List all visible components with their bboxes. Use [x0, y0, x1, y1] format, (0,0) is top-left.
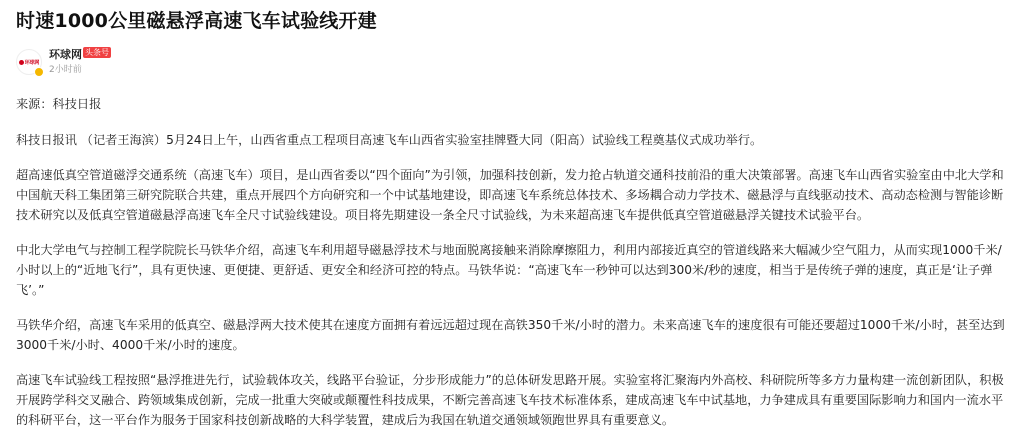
- article-title: 时速1000公里磁悬浮高速飞车试验线开建: [16, 10, 377, 32]
- paragraph-5: 高速飞车试验线工程按照“悬浮推进先行，试验载体攻关，线路平台验证，分步形成能力”的总体研发思路开展。实验室将汇聚海内外高校、科研院所等多方力量构建一流创新团队，积极开展跨学科交叉融合、跨领域集成创新，完成一批重大突破或颠覆性科技成果，不断完善高速飞车技术标准体系，建成高速飞车中试基地，力争建成具有重要国际影响力和国内一流水平的科研平台，这一平台作为服务于国家科技创新战略的大科学装置，建成后为我国在轨道交通领域领跑世界具有重要意义。: [16, 373, 1004, 427]
- verified-icon: [34, 67, 44, 77]
- author-badge: 头条号: [85, 48, 109, 57]
- globe-icon: [19, 60, 24, 65]
- author-name[interactable]: 环球网: [49, 48, 82, 61]
- article-body: [16, 94, 1012, 445]
- paragraph-3: 中北大学电气与控制工程学院院长马铁华介绍，高速飞车利用超导磁悬浮技术与地面脱离接触来消除摩擦阻力，利用内部接近真空的管道线路来大幅减少空气阻力，从而实现1000千米/小时以上的“近地飞行”，具有更快速、更便捷、更舒适、更安全和经济可控的特点。马铁华说：“高速飞车一秒钟可以达到300米/秒的速度，相当于是传统子弹的速度，真正是‘让子弹飞’。”: [16, 243, 1002, 297]
- paragraph-2: 超高速低真空管道磁浮交通系统（高速飞车）项目，是山西省委以“四个面向”为引领，加强科技创新，发力抢占轨道交通科技前沿的重大决策部署。高速飞车山西省实验室由中北大学和中国航天科工集团第三研究院联合共建，重点开展四个方向研究和一个中试基地建设，即高速飞车系统总体技术、多场耦合动力学技术、磁悬浮与直线驱动技术、高动态检测与智能诊断技术研究以及低真空管道磁悬浮高速飞车全尺寸试验线建设。项目将先期建设一条全尺寸试验线，为未来超高速飞车提供低真空管道磁悬浮关键技术试验平台。: [16, 168, 1004, 222]
- paragraph-4: 马铁华介绍，高速飞车采用的低真空、磁悬浮两大技术使其在速度方面拥有着远远超过现在高铁350千米/小时的潜力。未来高速飞车的速度很有可能还要超过1000千米/小时，甚至达到3000千米/小时、4000千米/小时的速度。: [16, 318, 1005, 352]
- avatar-logo: [19, 59, 39, 66]
- paragraph-1: 科技日报讯 （记者王海滨）5月24日上午，山西省重点工程项目高速飞车山西省实验室挂牌暨大同（阳高）试验线工程奠基仪式成功举行。: [16, 133, 763, 147]
- avatar-logo-text: 环球网: [24, 59, 40, 66]
- source-line: 来源：科技日报: [16, 97, 102, 111]
- author-block[interactable]: [16, 46, 316, 76]
- publish-time: 2小时前: [49, 65, 82, 75]
